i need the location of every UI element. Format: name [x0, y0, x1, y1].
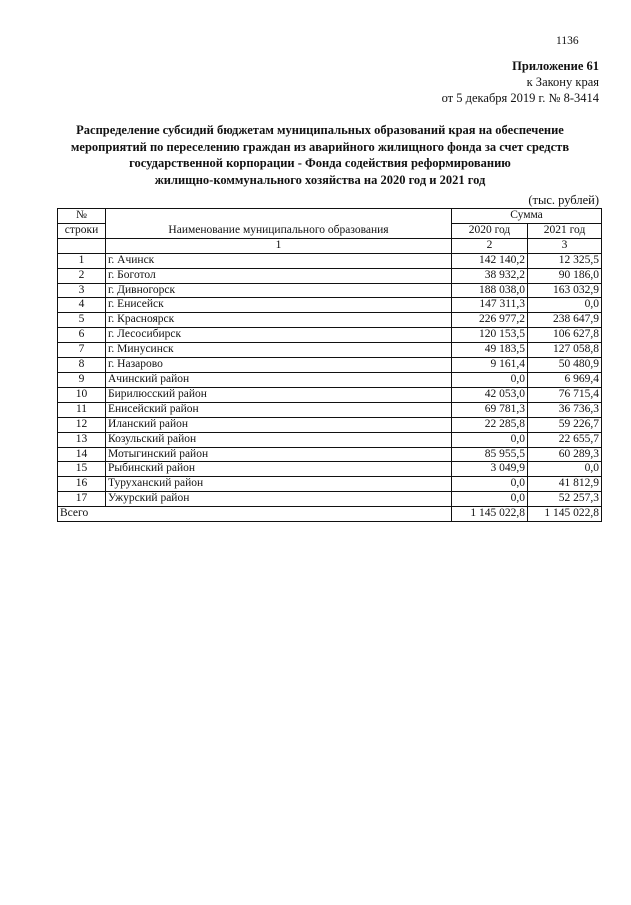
- municipality-name: Рыбинский район: [106, 462, 452, 477]
- appendix-date: от 5 декабря 2019 г. № 8-3414: [441, 91, 599, 105]
- page-number: 1136: [556, 35, 579, 47]
- value-2020: 9 161,4: [452, 358, 528, 373]
- value-2021: 0,0: [528, 462, 602, 477]
- value-2021: 52 257,3: [528, 492, 602, 507]
- value-2020: 147 311,3: [452, 298, 528, 313]
- total-2020: 1 145 022,8: [452, 507, 528, 522]
- municipality-name: г. Красноярск: [106, 313, 452, 328]
- table-row: [58, 268, 602, 283]
- total-2021: 1 145 022,8: [528, 507, 602, 522]
- row-number: 2: [58, 268, 106, 283]
- table-row: [58, 492, 602, 507]
- municipality-name: г. Ачинск: [106, 253, 452, 268]
- row-number: 11: [58, 402, 106, 417]
- header-col-1: 1: [106, 238, 452, 253]
- header-name: Наименование муниципального образования: [106, 209, 452, 239]
- appendix-title: Приложение 61: [512, 59, 599, 73]
- row-number: 16: [58, 477, 106, 492]
- header-year-2021: 2021 год: [528, 223, 602, 238]
- municipality-name: Бирилюсский район: [106, 387, 452, 402]
- value-2020: 22 285,8: [452, 417, 528, 432]
- table-row: [58, 477, 602, 492]
- value-2021: 163 032,9: [528, 283, 602, 298]
- table-row: [58, 447, 602, 462]
- value-2021: 22 655,7: [528, 432, 602, 447]
- value-2020: 3 049,9: [452, 462, 528, 477]
- municipality-name: г. Назарово: [106, 358, 452, 373]
- row-number: 3: [58, 283, 106, 298]
- row-number: 5: [58, 313, 106, 328]
- row-number: 13: [58, 432, 106, 447]
- value-2020: 49 183,5: [452, 343, 528, 358]
- value-2020: 85 955,5: [452, 447, 528, 462]
- municipality-name: Мотыгинский район: [106, 447, 452, 462]
- title-line: государственной корпорации - Фонда содействия реформированию: [129, 156, 511, 170]
- appendix-law: к Закону края: [526, 75, 599, 89]
- header-col-2: 2: [452, 238, 528, 253]
- value-2020: 0,0: [452, 432, 528, 447]
- row-number: 9: [58, 372, 106, 387]
- header-no: №: [58, 209, 106, 224]
- table-row: [58, 358, 602, 373]
- municipality-name: Туруханский район: [106, 477, 452, 492]
- title-line: мероприятий по переселению граждан из аварийного жилищного фонда за счет средств: [70, 139, 570, 154]
- value-2021: 60 289,3: [528, 447, 602, 462]
- table-row: [58, 372, 602, 387]
- value-2020: 120 153,5: [452, 328, 528, 343]
- table-body: [58, 253, 602, 521]
- table-row: [58, 417, 602, 432]
- value-2020: 69 781,3: [452, 402, 528, 417]
- municipality-name: Козульский район: [106, 432, 452, 447]
- value-2021: 238 647,9: [528, 313, 602, 328]
- municipality-name: Ужурский район: [106, 492, 452, 507]
- units-label: (тыс. рублей): [528, 193, 599, 207]
- row-number: 4: [58, 298, 106, 313]
- row-number: 6: [58, 328, 106, 343]
- table-row: [58, 253, 602, 268]
- value-2020: 38 932,2: [452, 268, 528, 283]
- municipality-name: Ачинский район: [106, 372, 452, 387]
- value-2020: 42 053,0: [452, 387, 528, 402]
- value-2021: 59 226,7: [528, 417, 602, 432]
- value-2021: 106 627,8: [528, 328, 602, 343]
- municipality-name: Енисейский район: [106, 402, 452, 417]
- row-number: 7: [58, 343, 106, 358]
- row-number: 12: [58, 417, 106, 432]
- value-2021: 41 812,9: [528, 477, 602, 492]
- subsidy-table: [57, 208, 602, 522]
- header-sum: Сумма: [452, 209, 602, 224]
- value-2021: 50 480,9: [528, 358, 602, 373]
- value-2020: 0,0: [452, 372, 528, 387]
- value-2021: 12 325,5: [528, 253, 602, 268]
- table-row: [58, 298, 602, 313]
- value-2020: 142 140,2: [452, 253, 528, 268]
- row-number: 17: [58, 492, 106, 507]
- header-col-3: 3: [528, 238, 602, 253]
- table-row: [58, 328, 602, 343]
- row-number: 1: [58, 253, 106, 268]
- row-number: 10: [58, 387, 106, 402]
- municipality-name: г. Дивногорск: [106, 283, 452, 298]
- table-row: [58, 462, 602, 477]
- header-col-num-empty: [58, 238, 106, 253]
- value-2020: 0,0: [452, 477, 528, 492]
- value-2021: 76 715,4: [528, 387, 602, 402]
- value-2021: 90 186,0: [528, 268, 602, 283]
- table-row: [58, 432, 602, 447]
- table-header: [58, 209, 602, 254]
- row-number: 14: [58, 447, 106, 462]
- header-row-label: строки: [58, 223, 106, 238]
- table-row: [58, 402, 602, 417]
- table-row: [58, 343, 602, 358]
- table-row: [58, 387, 602, 402]
- document-title: [40, 122, 600, 188]
- municipality-name: г. Боготол: [106, 268, 452, 283]
- title-line: Распределение субсидий бюджетам муниципальных образований края на обеспечение: [76, 123, 564, 137]
- row-number: 15: [58, 462, 106, 477]
- table-row: [58, 283, 602, 298]
- title-line: жилищно-коммунального хозяйства на 2020 год и 2021 год: [154, 172, 486, 187]
- municipality-name: г. Енисейск: [106, 298, 452, 313]
- municipality-name: Иланский район: [106, 417, 452, 432]
- row-number: 8: [58, 358, 106, 373]
- total-label: Всего: [58, 507, 452, 522]
- value-2020: 226 977,2: [452, 313, 528, 328]
- value-2020: 188 038,0: [452, 283, 528, 298]
- value-2021: 6 969,4: [528, 372, 602, 387]
- municipality-name: г. Лесосибирск: [106, 328, 452, 343]
- table-row: [58, 313, 602, 328]
- appendix-block: [442, 58, 599, 106]
- value-2021: 0,0: [528, 298, 602, 313]
- header-year-2020: 2020 год: [452, 223, 528, 238]
- value-2021: 127 058,8: [528, 343, 602, 358]
- value-2020: 0,0: [452, 492, 528, 507]
- total-row: [58, 507, 602, 522]
- municipality-name: г. Минусинск: [106, 343, 452, 358]
- value-2021: 36 736,3: [528, 402, 602, 417]
